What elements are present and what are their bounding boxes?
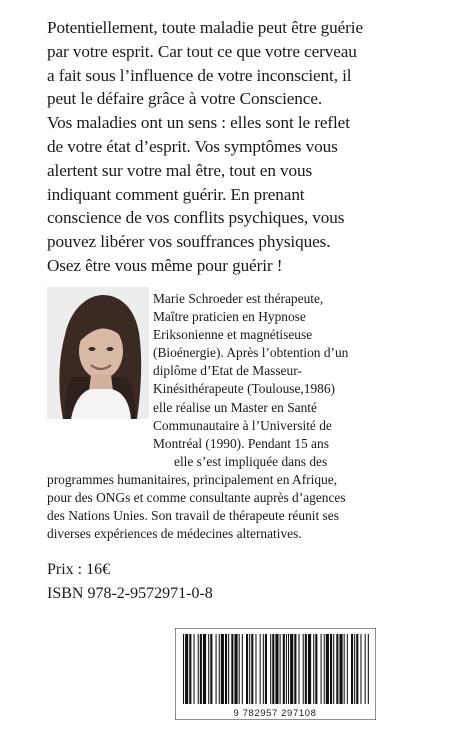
bio-line: (Bioénergie). Après l’obtention d’un: [153, 345, 349, 361]
intro-line: Osez être vous même pour guérir !: [47, 255, 283, 275]
barcode-bar: [194, 634, 195, 704]
intro-line: conscience de vos conflits psychiques, vous: [47, 208, 345, 228]
barcode-bar: [260, 634, 261, 704]
barcode-bar: [288, 634, 289, 704]
price-text: Prix : 16€: [47, 561, 111, 578]
barcode-bar: [210, 634, 212, 704]
barcode-bar: [216, 634, 217, 704]
isbn-barcode: [175, 628, 376, 720]
intro-line: alertent sur votre mal être, tout en vous: [47, 160, 313, 180]
bio-line: elle s’est impliquée dans des: [174, 453, 328, 469]
barcode-bar: [333, 634, 334, 704]
intro-line: de votre état d’esprit. Vos symptômes vous: [47, 136, 338, 156]
barcode-bar: [198, 634, 199, 704]
barcode-bar: [321, 634, 322, 704]
barcode-bar: [246, 634, 248, 704]
intro-paragraph-2: [47, 111, 427, 254]
barcode-bar: [228, 634, 229, 704]
barcode-bar: [263, 634, 264, 704]
barcode-bar: [283, 634, 285, 704]
bio-line: Eriksonienne et magnétiseuse: [153, 327, 313, 343]
barcode-bar: [324, 634, 325, 704]
barcode-bar: [339, 634, 342, 704]
barcode-bar: [326, 634, 329, 704]
barcode-bar: [360, 634, 361, 704]
intro-line: peut le défaire grâce à votre Conscience.: [47, 89, 323, 109]
bio-line: diverses expériences de médecines alternatives.: [47, 526, 302, 542]
barcode-bar: [219, 634, 220, 704]
barcode-bar: [336, 634, 338, 704]
intro-paragraph-3: [47, 254, 427, 278]
bio-line: pour des ONGs et comme consultante auprès d’agences: [47, 490, 346, 506]
barcode-bar: [270, 634, 271, 704]
barcode-bar: [249, 634, 250, 704]
bio-line: des Nations Unies. Son travail de thérapeute réunit ses: [47, 508, 339, 524]
barcode-bar: [299, 634, 300, 704]
isbn-text: ISBN 978-2-9572971-0-8: [47, 585, 213, 602]
barcode-bar: [330, 634, 332, 704]
barcode-bar: [313, 634, 314, 704]
barcode-bar: [351, 634, 353, 704]
barcode-bar: [239, 634, 240, 704]
intro-line: indiquant comment guérir. En prenant: [47, 184, 305, 204]
barcode-bar: [347, 634, 348, 704]
intro-line: par votre esprit. Car tout ce que votre cerveau: [47, 41, 357, 61]
barcode-bar: [315, 634, 317, 704]
intro-line: Potentiellement, toute maladie peut être guérie: [47, 18, 364, 37]
barcode-bar: [208, 634, 209, 704]
bio-line: elle réalise un Master en Santé: [153, 399, 317, 415]
bio-line: Marie Schroeder est thérapeute,: [153, 291, 324, 306]
barcode-bar: [344, 634, 345, 704]
barcode-bar: [225, 634, 227, 704]
barcode-digits: 9 782957 297108: [233, 708, 317, 719]
barcode-bar: [200, 634, 202, 704]
intro-line: pouvez libérer vos souffrances physiques.: [47, 232, 331, 252]
intro-paragraph-1: [47, 16, 427, 111]
bio-line: Communautaire à l’Université de: [153, 417, 332, 433]
barcode-bar: [280, 634, 281, 704]
bio-line: programmes humanitaires, principalement en Afrique,: [47, 471, 338, 487]
bio-line: Kinésithérapeute (Toulouse,1986): [153, 381, 336, 397]
bio-line: Montréal (1990). Pendant 15 ans: [153, 435, 329, 451]
barcode-bar: [251, 634, 253, 704]
barcode-bar: [189, 634, 191, 704]
barcode-bar: [185, 634, 188, 704]
barcode-bar: [294, 634, 296, 704]
barcode-icon: [175, 628, 376, 720]
author-bio: [47, 290, 431, 543]
intro-line: Vos maladies ont un sens : elles sont le reflet: [47, 113, 350, 133]
barcode-bar: [308, 634, 311, 704]
barcode-bar: [303, 634, 304, 704]
barcode-bar: [234, 634, 237, 704]
barcode-bar: [183, 634, 184, 704]
barcode-bar: [255, 634, 256, 704]
bio-line: Maître praticien en Hypnose: [153, 309, 306, 325]
barcode-bar: [290, 634, 293, 704]
intro-text: [47, 16, 427, 278]
barcode-bar: [265, 634, 267, 704]
barcode-bar: [203, 634, 206, 704]
barcode-bar: [305, 634, 307, 704]
intro-line: a fait sous l’influence de votre inconscient, il: [47, 65, 352, 85]
barcode-bar: [242, 634, 243, 704]
barcode-bar: [221, 634, 224, 704]
barcode-bar: [365, 634, 366, 704]
barcode-bar: [272, 634, 274, 704]
barcode-bar: [354, 634, 355, 704]
price-block: [47, 558, 347, 606]
barcode-bar: [231, 634, 233, 704]
barcode-bar: [356, 634, 358, 704]
barcode-bar: [286, 634, 287, 704]
barcode-bar: [368, 634, 369, 704]
barcode-bar: [275, 634, 278, 704]
bio-line: diplôme d’Etat de Masseur-: [153, 363, 302, 379]
